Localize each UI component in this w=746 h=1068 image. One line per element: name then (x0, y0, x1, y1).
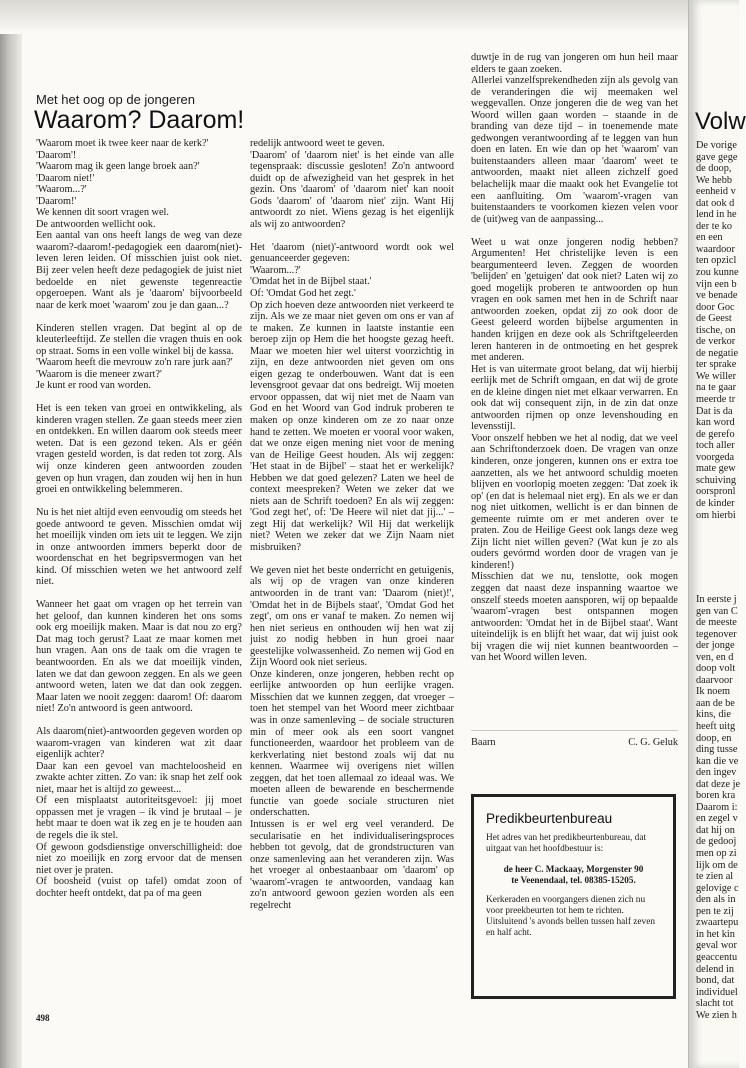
paragraph: Kinderen stellen vragen. Dat begint al op de kleuterleeftijd. Ze stellen die vragen thuis en ook op straat. Soms in een volle winkel bij de kassa. 'Waarom heeft die mevrouw zo'n rare jurk aan?' 'Waarom is die meneer zwart?' Je kunt er rood van worden. (36, 322, 242, 392)
next-page-line: der te ko (696, 220, 733, 232)
next-page-line: ten opzicl (696, 255, 737, 267)
next-page-line: ding tusse (696, 744, 738, 756)
next-page-line: aan de be (696, 697, 735, 709)
paragraph: We geven niet het beste onderricht en getuigenis, als wij op de vragen van onze kinderen antwoorden in de trant van: 'Daarom (niet)!', 'Omdat het in de Bijbels staat', 'Omdat God het zegt', om ons er vanaf te maken. Zo nemen wij hen niet serieus en onthouden wij hen wat zij juist zo nodig hebben in hun groei naar geestelijke volwassenheid. Zo nemen wij God en Zijn Woord ook niet serieus. Onze kinderen, onze jongeren, hebben recht op eerlijke antwoorden op hun eerlijke vragen. Misschien dat we kunnen zeggen, dat vroeger – toen het stempel van het Woord meer zichtbaar was in onze samenleving – de sociale structuren min of meer ook als een soort vangnet functioneerden, waardoor het probleem van de kerkverlating niet bestond zoals wij dat nu kennen. Waarmee wij overigens niet willen zeggen, dat het toen allemaal zo ideaal was. We moeten alleen de bewarende en beschermende functie van goede sociale structuren niet onderschatten. Intussen is er wel erg veel veranderd. De secularisatie en het individualiseringsproces hebben tot gevolg, dat de grondstructuren van onze samenleving aan het veranderen zijn. Was het vroeger al onbestaanbaar om 'daarom' op 'waarom'-vragen te antwoorden, vandaag kan zo'n antwoord gewoon gezien worden als een regelrecht (250, 564, 454, 911)
next-page-line: We hebb (696, 174, 733, 186)
next-page-line: In eerste j (696, 594, 737, 605)
paragraph: redelijk antwoord weet te geven. 'Daarom' of 'daarom niet' is het einde van alle tegenspraak: discussie gesloten! Zo'n antwoord duidt op de afwezigheid van het gesprek in het gezin. Ons 'daarom' of 'daarom niet' kan nooit Gods 'daarom' of 'daarom niet' zijn. Want Hij antwoordt zo niet. Wiens gezag is het eigenlijk als wij zo antwoorden? (250, 138, 454, 230)
paragraph: Weet u wat onze jongeren nodig hebben? Argumenten! Het christelijke leven is een beargumenteerd leven. Zeggen de woorden 'belijden' en 'getuigen' dat ook niet? Laten wij zo goed mogelijk proberen te antwoorden op hun vragen en ook samen met hen in de Schrift naar antwoorden zoeken, opdat zij zo ook door de Geest geleerd worden bijbelse argumenten in handen krijgen en deze ook als Schriftgeleerden leren hanteren in de ontmoeting en het gesprek met anderen. Het is van uitermate groot belang, dat wij hierbij eerlijk met de Schrift omgaan, en dat wij de grote en de kleine dingen niet met elkaar verwarren. En ook dat wij consequent zijn, in de zin dat onze antwoorden rijmen op onze levenshouding en levensstijl. Voor onszelf hebben we het al nodig, dat we veel aan Schriftonderzoek doen. De vragen van onze kinderen, onze jongeren, kunnen ons er extra toe aanzetten, als we het antwoord schuldig moeten blijven en voorlopig moeten zeggen: 'Dat zoek ik op' (en dat is helemaal niet erg). En als we er dan nog niet uitkomen, wellicht is er dan binnen de gemeente ruimte om er met anderen over te praten. Zou de Heilige Geest ook langs deze weg Zijn licht niet willen geven? (Wat kun je zo als ouders gevórmd worden door de vragen van je kinderen!) Misschien dat we nu, tenslotte, ook mogen zeggen dat naast deze inspanning waartoe we onszelf steeds moeten aansporen, wij op bepaalde 'waarom'-vragen best ontspannen mogen antwoorden: 'Omdat het in de Bijbel staat'. Want uiteindelijk is en blijft het waar, dat wij juist ook bij vragen die wij niet kunnen beantwoorden – van het Woord willen leven. (471, 236, 678, 664)
next-page-line: bond, dat (696, 975, 735, 987)
next-page-line: lijk om de (696, 859, 738, 871)
next-page-line: zou kunne (696, 267, 739, 279)
next-page-line: om hierbi (696, 509, 736, 521)
next-page-line: meerde tr (696, 394, 736, 406)
next-page-line: dat ook d (696, 197, 735, 209)
paragraph: Het is een teken van groei en ontwikkeling, als kinderen vragen stellen. Ze gaan steeds meer zien en ontdekken. En willen daarom ook steeds meer weten. Dat is een gezond teken. Als er géén vragen gesteld worden, is dat reden tot zorg. Als wij onze kinderen geen antwoorden zouden geven op hun vragen, dan zouden wij hen in hun groei en ontwikkeling belemmeren. (36, 403, 242, 496)
next-page-line: gelovige c (696, 882, 739, 894)
next-page-line: daarvoor (696, 674, 733, 686)
paragraph: Nu is het niet altijd even eenvoudig om steeds het goede antwoord te geven. Misschien omdat wij het moeilijk vinden om iets uit te leggen. We zijn in onze antwoorden immers beperkt door de woordenschat en het begripsvermogen van het kind. Of misschien weten we het antwoord zelf niet. (36, 507, 242, 588)
next-page-line: de negatie (696, 347, 739, 359)
signature-author: C. G. Geluk (628, 737, 678, 748)
box-intro: Het adres van het predikbeurtenbureau, dat uitgaat van het hoofdbestuur is: (486, 833, 647, 854)
next-page-line: mate gew (696, 463, 736, 475)
next-page-title: Volw (695, 108, 746, 135)
article-column-2 (250, 138, 454, 911)
next-page-line: de gerefo (696, 428, 735, 440)
next-page-line: We willer (696, 370, 737, 382)
next-page-line: gen van C (696, 605, 738, 617)
page-spine-shadow (0, 0, 22, 1068)
next-page-fragment (688, 0, 746, 1068)
next-page-line: en zegel v (696, 813, 738, 825)
next-page-line: toch aller (696, 440, 735, 452)
next-page-line: oorspronl (696, 486, 736, 498)
box-address: de heer C. Mackaay, Morgenster 90 te Veenendaal, tel. 08385-15205. (503, 864, 644, 885)
next-page-line: de kinder (696, 497, 735, 509)
next-page-column-a (696, 140, 739, 521)
next-page-line: de gedooj (696, 836, 737, 848)
article-column-1 (36, 138, 242, 899)
article-kicker: Met het oog op de jongeren (36, 92, 196, 107)
next-page-line: ter sprake (696, 359, 737, 371)
next-page-line: kins, die (696, 709, 731, 721)
next-page-line: in het kin (696, 928, 735, 940)
next-page-line: de doop, (696, 163, 732, 175)
next-page-line: individuel (696, 986, 738, 998)
next-page-line: gave gege (696, 151, 738, 163)
next-page-line: De vorige (696, 140, 737, 151)
next-page-line: ve benade (696, 290, 738, 302)
next-page-line: de Geest (696, 313, 732, 325)
next-page-line: kan die ve (696, 755, 739, 767)
page-top-shadow (0, 0, 738, 34)
next-page-line: tische, on (696, 324, 736, 336)
next-page-line: dat deze je (696, 778, 741, 790)
next-page-line: Dat is da (696, 405, 733, 417)
next-page-line: der jonge (696, 640, 735, 652)
paragraph: Als daarom(niet)-antwoorden gegeven worden op waarom-vragen van kinderen wat zit daar eigenlijk achter? Daar kan een gevoel van machteloosheid en zwakte achter zitten. Zo van: ik snap het zelf ook niet, maar het is altijd zo geweest... Of een misplaatst autoriteitsgevoel: jij moet oppassen met je vragen – ik vind je brutaal – je hebt maar te doen wat ik zeg en je te houden aan de regels die ik stel. Of gewoon godsdienstige onverschilligheid: doe niet zo moeilijk en zorg ervoor dat de mensen niet over je praten. Of boosheid (vuist op tafel) omdat zoon of dochter heeft ontdekt, dat pa of ma geen (36, 726, 242, 899)
next-page-line: pen te zij (696, 905, 734, 917)
next-page-line: doop volt (696, 663, 736, 675)
paragraph: Het 'daarom (niet)'-antwoord wordt ook wel genuanceerder gegeven: 'Waarom...?' 'Omdat het in de Bijbel staat.' Of: 'Omdat God het zegt.' Op zich hoeven deze antwoorden niet verkeerd te zijn. Als we ze maar niet geven om ons er van af te maken. Ze kunnen in laatste instantie een beroep zijn op Hem die het hoogste gezag heeft. Maar we moeten hier wel uiterst voorzichtig in zijn, en deze antwoorden niet geven om ons eigen gezag te onderbouwen. Want dat is een levensgroot gevaar dat ons bedreigt. Wij moeten ervoor oppassen, dat wij niet met de Naam van God en het Woord van God indruk proberen te maken op onze kinderen om ze zo naar onze hand te zetten. We moeten er vooral voor waken, dat we onze eigen mening niet voor de mening van de Heilige Geest houden. Als wij zeggen: 'Het staat in de Bijbel' – staat het er werkelijk? Hebben we dat goed gelezen? Laten we heel de context meespreken? Weten we zeker dat we niets aan de Schrift toedoen? En als wij zeggen: 'God zegt het', of: 'De Heere wil niet dat jij...' – zegt Hij dat werkelijk? Wil Hij dat werkelijk niet? Weten we zeker dat we Zijn Naam niet misbruiken? (250, 241, 454, 553)
next-page-line: lend in he (696, 209, 737, 221)
article-column-3 (471, 52, 678, 664)
next-page-line: Ik noem (696, 686, 731, 698)
next-page-line: slacht tot (696, 998, 734, 1010)
paragraph: duwtje in de rug van jongeren om hun heil maar elders te gaan zoeken. Allerlei vanzelfsprekendheden zijn als gevolg van de veranderingen die wij meemaken wel weggevallen. Onze jongeren die de weg van het Woord willen gaan worden – staande in de branding van deze tijd – in toenemende mate gedwongen verantwoording af te leggen van hun doen en laten. En wie dan op het 'waarom' van buitenstaanders alleen maar 'daarom' weet te antwoorden, maakt niet alleen zichzelf goed belachelijk maar die maakt ook het Evangelie tot een aanfluiting. Om 'waarom'-vragen van buitenstaanders te voorkomen kiezen velen voor de (uit)weg van de aanpassing... (471, 52, 678, 225)
next-page-line: boren kra (696, 790, 736, 802)
next-page-line: de meeste (696, 617, 737, 629)
paragraph: Wanneer het gaat om vragen op het terrein van het geloof, dan kunnen kinderen het ons soms ook erg moeilijk maken. Maar is dat nou zo erg? Dat mag toch gerust? Laat ze maar komen met hun vragen. Aan ons de taak om die vragen te beantwoorden. En als we dat moeilijk vinden, laten we dat dan gewoon zeggen. En als we geen antwoord weten, laten we dat dan ook zeggen. Maar laten we nooit zeggen: daarom! Of: daarom niet! Zo'n antwoord is geen antwoord. (36, 599, 242, 715)
next-page-line: ven, en d (696, 651, 734, 663)
paragraph: 'Waarom moet ik twee keer naar de kerk?' 'Daarom'! 'Waarom mag ik geen lange broek aan?' 'Daarom niet!' 'Waarom...?' 'Daarom!' We kennen dit soort vragen wel. De antwoorden wellicht ook. Een aantal van ons heeft langs de weg van deze waarom?-daarom!-pedagogiek een daarom(niet)-leven leren leiden. Of misschien juist ook niet. Bij zeer velen heeft deze pedagogiek de juist niet bedoelde en niet gewenste tegenreactie opgeroepen. Want als je 'daarom' bijvoorbeeld naar de kerk moet 'waarom' zou je dan gaan...? (36, 138, 242, 311)
next-page-line: tegenover (696, 628, 737, 640)
article-signature (471, 730, 678, 751)
next-page-line: en een (696, 232, 723, 244)
next-page-line: waardoor (696, 243, 735, 255)
next-page-line: doop, en (696, 732, 732, 744)
next-page-column-b (696, 594, 740, 1021)
next-page-line: te zien al (696, 871, 734, 883)
next-page-line: geaccentu (696, 951, 738, 963)
next-page-line: na te gaar (696, 382, 737, 394)
next-page-line: zwaartepu (696, 917, 739, 929)
next-page-line: eenheid v (696, 186, 736, 198)
next-page-line: Daarom i: (696, 801, 738, 813)
next-page-line: den als in (696, 894, 736, 906)
article-title: Waarom? Daarom! (34, 106, 245, 134)
next-page-line: vijn een b (696, 278, 737, 290)
box-note: Kerkeraden en voorgangers dienen zich nu voor preekbeurten tot hem te richten. Uitsluitend 's avonds bellen tussen half zeven en half acht. (486, 895, 655, 938)
next-page-line: men op zi (696, 848, 737, 860)
next-page-line: heeft uitg (696, 721, 736, 733)
next-page-line: den ingev (696, 767, 737, 779)
next-page-line: dat hij on (696, 824, 735, 836)
signature-place: Baarn (471, 737, 496, 748)
next-page-line: schuiving (696, 474, 737, 486)
next-page-line: We zien h (696, 1009, 737, 1021)
page-number: 498 (36, 1013, 50, 1023)
next-page-line: de verkor (696, 336, 736, 348)
next-page-line: delend in (696, 963, 735, 975)
next-page-line: door Goc (696, 301, 735, 313)
next-page-line: kan word (696, 417, 735, 429)
predikbeurtenbureau-box (471, 794, 676, 999)
next-page-line: voorgeda (696, 451, 735, 463)
box-title: Predikbeurtenbureau (486, 811, 613, 826)
next-page-line: geval wor (696, 940, 737, 952)
